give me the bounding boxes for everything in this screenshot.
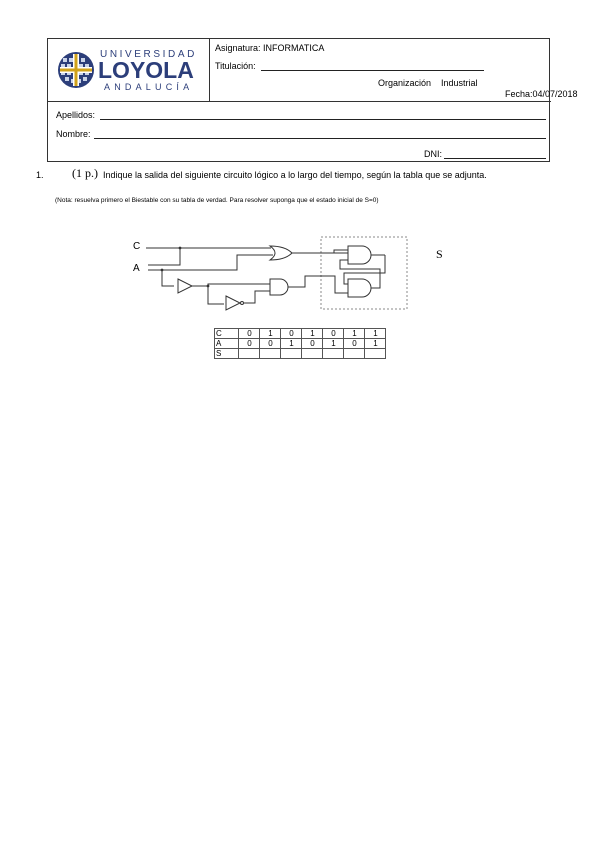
wire-a-branch: [162, 270, 174, 286]
nombre-field[interactable]: [94, 138, 546, 139]
globe-logo-icon: [56, 50, 96, 90]
logic-circuit-diagram: [140, 232, 420, 314]
question-note: (Nota: resuelva primero el Biestable con su tabla de verdad. Para resolver suponga que el estado inicial de S=0): [55, 197, 379, 204]
wire-c: [146, 248, 180, 265]
table-cell: 1: [281, 339, 302, 349]
row-label: A: [215, 339, 239, 349]
titulacion-label: Titulación:: [215, 61, 256, 71]
dni-label: DNI:: [424, 149, 442, 159]
apellidos-label: Apellidos:: [56, 110, 96, 120]
question-points: (1 p.): [72, 166, 98, 180]
header-separator: [48, 101, 551, 102]
answer-cell[interactable]: [302, 349, 323, 359]
titulacion-value: Organización Industrial: [378, 78, 478, 88]
apellidos-field[interactable]: [100, 119, 546, 120]
wire-a: [148, 255, 273, 270]
logo-line3: ANDALUCÍA: [104, 82, 194, 92]
and-gate-1: [270, 279, 288, 295]
asignatura-label: Asignatura: INFORMATICA: [215, 43, 325, 53]
logo-line1: UNIVERSIDAD: [100, 49, 197, 60]
answer-cell[interactable]: [344, 349, 365, 359]
input-c-label: C: [133, 241, 141, 252]
nombre-label: Nombre:: [56, 129, 91, 139]
table-cell: 0: [281, 329, 302, 339]
titulacion-line[interactable]: [261, 70, 484, 71]
table-cell: 1: [260, 329, 281, 339]
question-text: Indique la salida del siguiente circuito lógico a lo largo del tiempo, según la tabla que se adjunta.: [103, 170, 487, 180]
input-a-label: A: [133, 263, 140, 274]
table-cell: 0: [260, 339, 281, 349]
fecha-label: Fecha:04/07/2018: [505, 89, 578, 99]
table-row: [215, 349, 386, 359]
table-cell: 1: [365, 329, 386, 339]
header-box: [47, 38, 550, 162]
table-cell: 1: [302, 329, 323, 339]
flipflop-gate-top: [348, 246, 371, 264]
table-cell: 0: [344, 339, 365, 349]
answer-cell[interactable]: [365, 349, 386, 359]
table-row: [215, 339, 386, 349]
dni-field[interactable]: [444, 158, 546, 159]
buffer-gate-1: [178, 279, 192, 293]
table-cell: 0: [239, 329, 260, 339]
not-gate-2: [226, 296, 240, 310]
table-row: [215, 329, 386, 339]
answer-cell[interactable]: [323, 349, 344, 359]
answer-cell[interactable]: [281, 349, 302, 359]
question-number: 1.: [36, 170, 44, 180]
output-s-label: S: [436, 247, 443, 261]
logo-cell: [48, 39, 210, 101]
flipflop-gate-bottom: [348, 279, 371, 297]
table-cell: 1: [323, 339, 344, 349]
answer-cell[interactable]: [260, 349, 281, 359]
table-cell: 0: [239, 339, 260, 349]
table-cell: 1: [365, 339, 386, 349]
or-gate: [270, 246, 292, 260]
truth-table: [214, 328, 386, 359]
row-label: C: [215, 329, 239, 339]
table-cell: 1: [344, 329, 365, 339]
answer-cell[interactable]: [239, 349, 260, 359]
table-cell: 0: [302, 339, 323, 349]
row-label: S: [215, 349, 239, 359]
logo-line2: LOYOLA: [98, 57, 194, 83]
table-cell: 0: [323, 329, 344, 339]
